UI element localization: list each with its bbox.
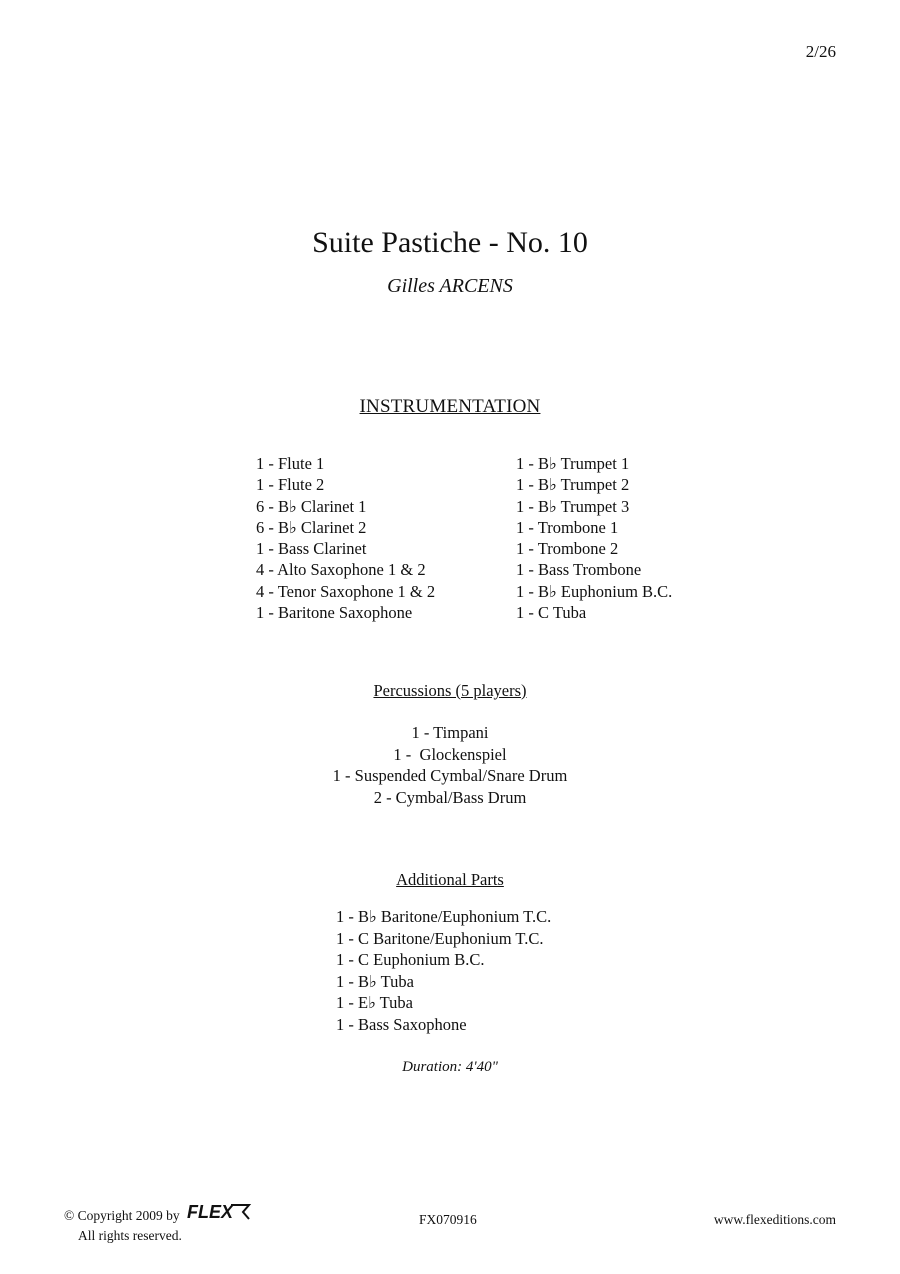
flex-logo-text: FLEX — [187, 1202, 234, 1222]
website-link[interactable]: www.flexeditions.com — [713, 1212, 836, 1227]
instrumentation-left-column — [256, 453, 435, 623]
additional-part-item: 1 - B♭ Baritone/Euphonium T.C. — [336, 907, 552, 926]
duration: Duration: 4'40" — [402, 1059, 498, 1075]
copyright-text: © Copyright 2009 by — [64, 1208, 180, 1223]
percussion-item: 2 - Cymbal/Bass Drum — [373, 787, 527, 807]
instrument-item: 1 - Trombone 2 — [516, 539, 619, 559]
flex-logo — [185, 1201, 253, 1227]
score-title: Suite Pastiche - No. 10 — [312, 226, 588, 259]
additional-part-item: 1 - C Baritone/Euphonium T.C. — [336, 928, 544, 948]
instrument-item: 1 - Bass Clarinet — [256, 539, 367, 559]
instrument-item: 1 - Flute 1 — [256, 454, 325, 473]
instrument-item: 1 - B♭ Trumpet 2 — [516, 475, 630, 495]
instrumentation-right-column — [516, 453, 672, 623]
rights-text: All rights reserved. — [78, 1228, 182, 1243]
page-number: 2/26 — [805, 42, 836, 61]
instrument-item: 1 - B♭ Euphonium B.C. — [516, 581, 673, 601]
instrument-item: 1 - Bass Trombone — [516, 560, 642, 580]
instrument-item: 1 - B♭ Trumpet 3 — [516, 496, 630, 516]
additional-part-item: 1 - C Euphonium B.C. — [336, 950, 485, 969]
instrument-item: 6 - B♭ Clarinet 2 — [256, 517, 367, 537]
percussions-heading: Percussions (5 players) — [373, 681, 527, 700]
instrument-item: 6 - B♭ Clarinet 1 — [256, 496, 367, 516]
flex-logo-swoosh — [231, 1205, 249, 1219]
instrument-item: 1 - C Tuba — [516, 603, 587, 623]
percussion-item: 1 - Suspended Cymbal/Snare Drum — [332, 766, 568, 785]
additional-part-item: 1 - E♭ Tuba — [336, 993, 414, 1012]
instrument-item: 4 - Tenor Saxophone 1 & 2 — [256, 581, 436, 601]
catalog-number: FX070916 — [419, 1212, 477, 1227]
percussion-item: 1 - Timpani — [411, 723, 489, 742]
copyright-notice — [64, 1201, 253, 1244]
instrument-item: 1 - Flute 2 — [256, 475, 325, 495]
instrumentation-heading: INSTRUMENTATION — [359, 396, 541, 417]
instrument-item: 1 - Trombone 1 — [516, 517, 619, 537]
instrument-item: 1 - B♭ Trumpet 1 — [516, 454, 630, 473]
additional-parts-heading: Additional Parts — [396, 870, 504, 889]
additional-parts-list — [336, 906, 551, 1035]
percussion-item: 1 - Glockenspiel — [393, 744, 507, 764]
instrument-item: 1 - Baritone Saxophone — [256, 603, 413, 623]
additional-part-item: 1 - B♭ Tuba — [336, 971, 414, 991]
composer-name: Gilles ARCENS — [387, 275, 513, 297]
percussions-list — [0, 722, 900, 808]
instrument-item: 4 - Alto Saxophone 1 & 2 — [256, 560, 426, 580]
additional-part-item: 1 - Bass Saxophone — [336, 1014, 467, 1034]
